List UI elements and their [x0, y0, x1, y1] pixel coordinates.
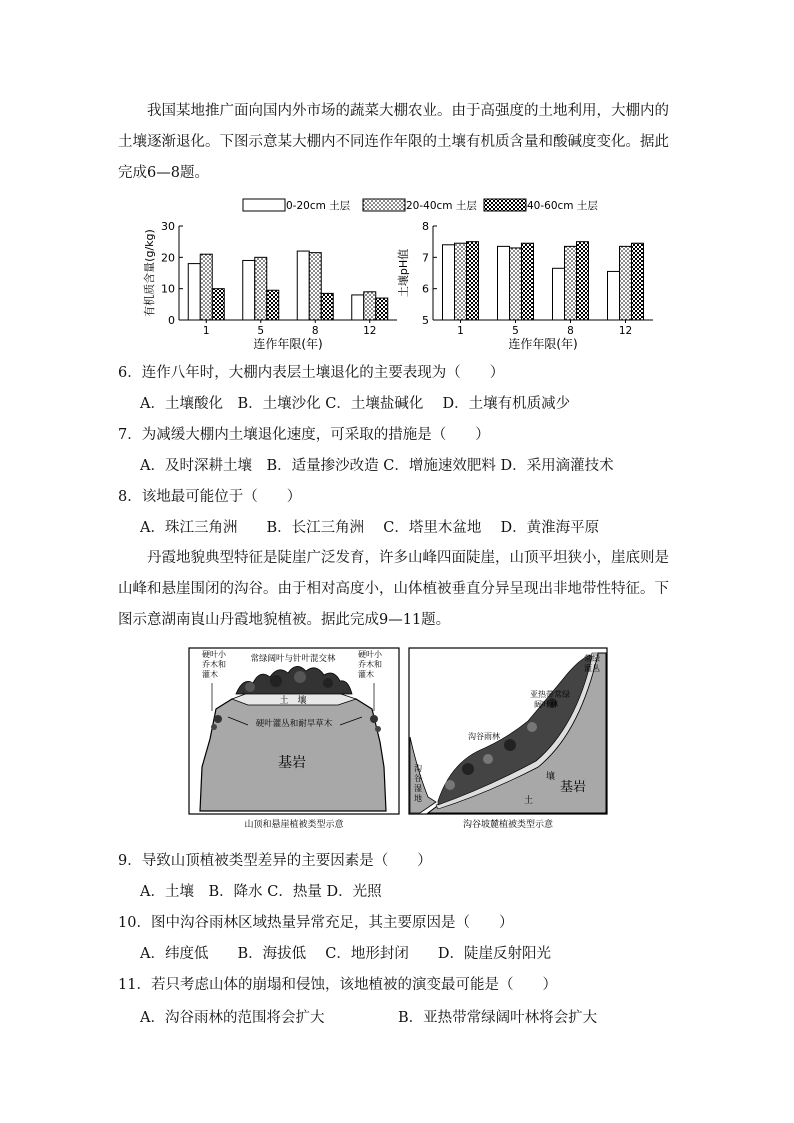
bar-0-3-1: [364, 292, 376, 320]
x-axis-label-1: 连作年限(年): [508, 337, 578, 351]
y-tick-label-0-0: 30: [161, 220, 175, 233]
label-top-right-3: 灌木: [358, 670, 374, 679]
bar-1-1-0: [498, 246, 510, 320]
bar-0-2-2: [321, 293, 333, 320]
bar-0-3-2: [376, 298, 388, 320]
danxia-vegetation-figure: [188, 647, 610, 833]
intro-paragraph-1: 我国某地推广面向国内外市场的蔬菜大棚农业。由于高强度的土地利用，大棚内的土壤逐渐退化。下图示意某大棚内不同连作年限的土壤有机质含量和酸碱度变化。据此完成6—8题。: [118, 103, 669, 181]
bar-1-0-0: [443, 245, 455, 320]
chart-legend: [243, 199, 598, 212]
label-evergreen-shrub-2: 灌丛: [584, 664, 600, 673]
bar-1-2-0: [553, 268, 565, 320]
bar-1-1-2: [522, 243, 534, 320]
y-axis-label-1: 土壤pH值: [397, 248, 410, 298]
bar-1-2-1: [565, 246, 577, 320]
label-top-left-1: 硬叶小: [202, 650, 226, 659]
bar-1-3-0: [608, 271, 620, 320]
bar-0-0-0: [188, 264, 200, 320]
question-10-options: A．纬度低 B．海拔低 C．地形封闭 D．陡崖反射阳光: [140, 946, 551, 962]
soil-chart-figure: [135, 192, 665, 352]
label-wetland-1: 沟: [414, 764, 422, 773]
bar-1-1-1: [510, 248, 522, 320]
label-bedrock-left: 基岩: [278, 755, 306, 771]
label-wetland-2: 谷: [414, 774, 422, 783]
label-evergreen-shrub-1: 常绿: [584, 654, 600, 663]
label-top-center: 常绿阔叶与针叶混交林: [250, 654, 336, 664]
label-top-left-3: 灌木: [202, 670, 218, 679]
y-tick-label-0-2: 10: [161, 282, 175, 296]
legend-label-0: 0-20cm 土层: [286, 200, 351, 212]
y-tick-label-0-1: 20: [161, 251, 175, 265]
question-9: 9．导致山顶植被类型差异的主要因素是（ ）: [118, 853, 432, 869]
bar-0-0-1: [200, 254, 212, 320]
label-subtropical-1: 亚热带常绿: [530, 690, 570, 699]
x-tick-label-0-0: 1: [202, 325, 210, 337]
label-bedrock-right: 基岩: [560, 780, 587, 795]
label-subtropical-2: 阔叶林: [534, 700, 558, 709]
x-tick-label-1-3: 12: [618, 325, 633, 337]
x-tick-label-0-1: 5: [257, 325, 265, 337]
x-tick-label-0-2: 8: [311, 325, 319, 337]
question-11-option-b: B．亚热带常绿阔叶林将会扩大: [398, 1010, 598, 1026]
x-tick-label-1-2: 8: [567, 325, 574, 337]
caption-right: 沟谷坡麓植被类型示意: [462, 820, 554, 830]
label-soil-1: 土: [524, 796, 534, 806]
y-axis-label-0: 有机质含量(g/kg): [143, 229, 156, 317]
question-11: 11．若只考虑山体的崩塌和侵蚀，该地植被的演变最可能是（ ）: [118, 977, 557, 993]
bar-1-3-1: [620, 246, 632, 320]
question-8-options: A．珠江三角洲 B．长江三角洲 C．塔里木盆地 D．黄淮海平原: [140, 520, 600, 536]
y-tick-label-1-0: 8: [422, 220, 429, 233]
question-7-options: A．及时深耕土壤 B．适量掺沙改造 C．增施速效肥料 D．采用滴灌技术: [140, 458, 614, 474]
question-10: 10．图中沟谷雨林区域热量异常充足，其主要原因是（ ）: [118, 915, 514, 931]
bar-1-3-2: [632, 243, 644, 320]
bar-0-1-0: [243, 260, 255, 320]
bar-0-1-2: [267, 290, 279, 320]
label-top-right-1: 硬叶小: [358, 650, 382, 659]
label-shrub: 硬叶灌丛和耐旱草木: [255, 719, 333, 729]
bar-0-1-1: [255, 257, 267, 320]
legend-label-2: 40-60cm 土层: [527, 200, 598, 212]
bar-1-0-1: [455, 243, 467, 320]
bar-1-0-2: [467, 242, 479, 320]
y-tick-label-1-2: 6: [422, 282, 429, 296]
question-11-option-a: A．沟谷雨林的范围将会扩大: [140, 1010, 325, 1026]
y-tick-label-0-3: 0: [168, 314, 175, 327]
bar-0-3-0: [352, 295, 364, 320]
legend-label-1: 20-40cm 土层: [406, 200, 477, 212]
x-tick-label-1-0: 1: [457, 325, 464, 337]
y-tick-label-1-3: 5: [422, 314, 429, 327]
x-tick-label-0-3: 12: [363, 325, 377, 337]
label-wetland-3: 湿: [414, 784, 422, 793]
valley-slope-diagram: [409, 648, 607, 814]
label-rainforest: 沟谷雨林: [468, 732, 500, 741]
x-axis-label-0: 连作年限(年): [253, 337, 323, 351]
y-tick-label-1-1: 7: [422, 251, 429, 265]
question-7: 7．为减缓大棚内土壤退化速度，可采取的措施是（ ）: [118, 427, 490, 443]
label-soil-2: 壤: [546, 772, 556, 782]
question-9-options: A．土壤 B．降水 C．热量 D．光照: [140, 884, 382, 900]
intro-paragraph-2: 丹霞地貌典型特征是陡崖广泛发育，许多山峰四面陡崖，山顶平坦狭小，崖底则是山峰和悬崖围闭的沟谷。由于相对高度小，山体植被垂直分异呈现出非地带性特征。下图示意湖南崀山丹霞地貌植被。据此完成9—11题。: [118, 550, 669, 628]
bar-0-2-0: [297, 251, 309, 320]
organic-matter-chart: [142, 220, 397, 351]
question-8: 8．该地最可能位于（ ）: [118, 489, 302, 505]
label-top-left-2: 乔木和: [202, 660, 226, 669]
caption-left: 山顶和悬崖植被类型示意: [244, 820, 344, 830]
label-wetland-4: 地: [414, 794, 422, 803]
label-top-right-2: 乔木和: [358, 660, 382, 669]
question-6: 6．连作八年时，大棚内表层土壤退化的主要表现为（ ）: [118, 365, 505, 381]
x-tick-label-1-1: 5: [512, 325, 519, 337]
bar-0-0-2: [212, 289, 224, 320]
label-soil: 土 壤: [279, 696, 307, 706]
bar-1-2-2: [577, 242, 589, 320]
soil-ph-chart: [396, 220, 653, 351]
question-6-options: A．土壤酸化 B．土壤沙化 C．土壤盐碱化 D．土壤有机质减少: [140, 396, 571, 412]
summit-cliff-diagram: [189, 648, 399, 814]
bar-0-2-1: [309, 253, 321, 320]
